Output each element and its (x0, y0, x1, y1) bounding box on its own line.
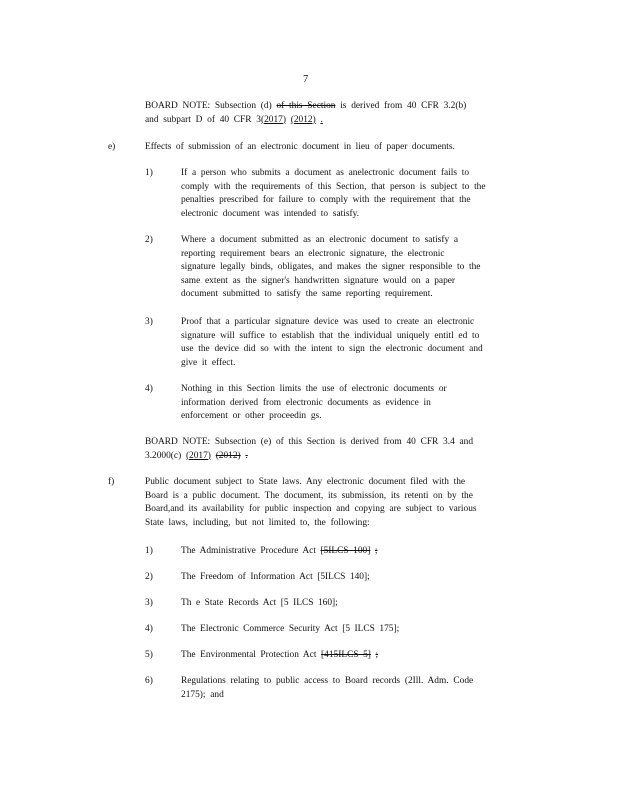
note-d-year-old: (2012) (290, 114, 316, 125)
note-d-struck-text: of this Section (276, 101, 336, 111)
section-e-item-num: 4) (145, 384, 153, 394)
section-f-item-6: Regulations relating to public access to Board records (2Ill. Adm. Code 2175); and (181, 676, 474, 700)
section-f-item-num: 3) (145, 598, 153, 608)
note-e-line1: BOARD NOTE: Subsection (e) of this Section is derived from 40 CFR 3.4 and (145, 437, 474, 447)
section-f-item-2: The Freedom of Information Act [5ILCS 140]; (181, 572, 370, 582)
note-e-end: . (245, 450, 248, 461)
section-f-item-1: The Administrative Procedure Act [5ILCS 100] ; (181, 546, 378, 556)
section-e-heading: Effects of submission of an electronic document in lieu of paper documents. (145, 142, 455, 152)
board-note-d (145, 100, 466, 127)
note-e-ref: 3.2000(c) (145, 450, 182, 461)
section-f-item-num: 2) (145, 572, 153, 582)
note-e-year-new: (2017) (185, 450, 211, 461)
page-number: 7 (303, 74, 309, 85)
note-e-year-old: (2012) (215, 450, 241, 461)
section-e-item-num: 1) (145, 168, 153, 178)
section-e-item-3: Proof that a particular signature device was used to create an electronic signature will suffice to establish that the individual uniquely entitl ed to use the device did so with the intent to sign the electronic document and give it effect. (181, 317, 483, 368)
section-f-item-num: 5) (145, 650, 153, 660)
section-e-item-1: If a person who submits a document as anelectronic document fails to comply with the requirements of this Section, that person is subject to the penalties prescribed for failure to comply with the requirement that the electronic document was intended to satisfy. (181, 168, 486, 219)
note-d-text-b: is derived from 40 CFR 3.2(b) (340, 101, 467, 111)
section-e-item-num: 2) (145, 235, 153, 245)
section-e-label: e) (108, 142, 116, 152)
section-f-item-3: Th e State Records Act [5 ILCS 160]; (181, 598, 338, 608)
note-d-line2: and subpart D of 40 CFR 3 (145, 114, 261, 125)
section-e-item-2: Where a document submitted as an electronic document to satisfy a reporting requirement bears an electronic signature, the electronic signature legally binds, obligates, and makes the signer responsible to the same extent as the signer's handwritten signature would on a paper document submitted to satisfy the same reporting requirement. (181, 235, 481, 300)
section-e-item-num: 3) (145, 317, 153, 327)
section-f-item-4: The Electronic Commerce Security Act [5 ILCS 175]; (181, 624, 400, 634)
board-note-e (145, 436, 473, 463)
note-d-year-new: (2017) (260, 114, 286, 125)
note-d-text-a: BOARD NOTE: Subsection (d) (145, 101, 272, 111)
note-d-end: . (320, 114, 323, 125)
section-f-label: f) (108, 477, 115, 487)
section-f-item-num: 4) (145, 624, 153, 634)
section-f-item-num: 6) (145, 676, 153, 686)
section-f-paragraph: Public document subject to State laws. Any electronic document filed with the Board is a public document. The document, its submission, its retenti on by the Board,and its availability for public inspection and copying are subject to various State laws, including, but not limited to, the following: (145, 477, 477, 528)
section-f-item-5: The Environmental Protection Act [415ILCS 5] ; (181, 650, 379, 660)
section-f-item-num: 1) (145, 546, 153, 556)
section-e-item-4: Nothing in this Section limits the use of electronic documents or information derived from electronic documents as evidence in enforcement or other proceedin gs. (181, 384, 447, 422)
